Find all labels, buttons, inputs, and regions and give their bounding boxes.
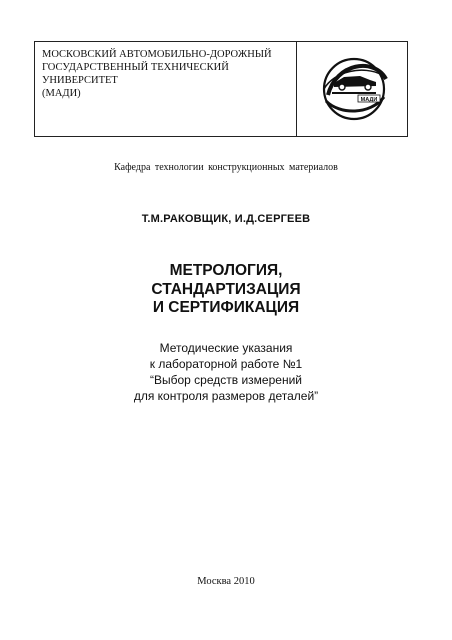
header-divider xyxy=(296,42,297,136)
department-name: Кафедра технологии конструкционных материалов xyxy=(114,162,338,173)
subtitle-line: “Выбор средств измерений xyxy=(150,373,302,387)
subtitle-line: Методические указания xyxy=(159,341,293,355)
title-line: И СЕРТИФИКАЦИЯ xyxy=(152,299,300,316)
title-line: СТАНДАРТИЗАЦИЯ xyxy=(151,280,301,298)
title-line: МЕТРОЛОГИЯ, xyxy=(169,262,283,279)
university-line: ГОСУДАРСТВЕННЫЙ ТЕХНИЧЕСКИЙ xyxy=(42,62,229,73)
subtitle-line: к лабораторной работе №1 xyxy=(149,357,303,371)
university-line: (МАДИ) xyxy=(42,88,81,99)
university-name xyxy=(42,48,292,100)
svg-text:МАДИ: МАДИ xyxy=(360,96,378,103)
university-line: МОСКОВСКИЙ АВТОМОБИЛЬНО-ДОРОЖНЫЙ xyxy=(42,49,272,60)
madi-logo-icon xyxy=(314,49,394,129)
city-year: Москва 2010 xyxy=(197,576,255,587)
document-subtitle xyxy=(0,340,452,404)
madi-logo xyxy=(314,49,394,129)
university-line: УНИВЕРСИТЕТ xyxy=(42,75,118,86)
authors: Т.М.РАКОВЩИК, И.Д.СЕРГЕЕВ xyxy=(141,213,311,225)
subtitle-line: для контроля размеров деталей” xyxy=(133,389,319,403)
document-title xyxy=(0,262,452,318)
header-box xyxy=(34,41,408,137)
